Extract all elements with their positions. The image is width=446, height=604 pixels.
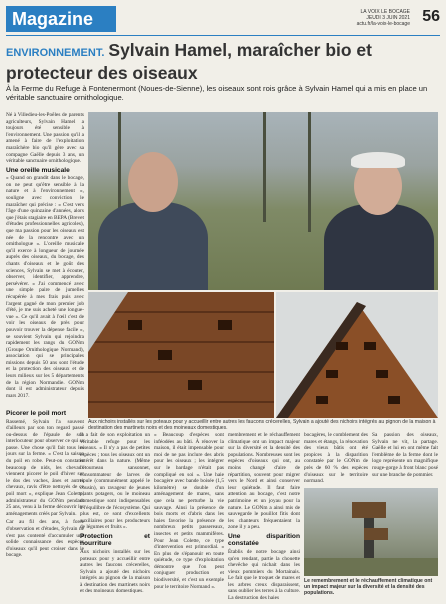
column-2 — [6, 408, 84, 600]
subheading-oreille: Une oreille musicale — [6, 166, 70, 174]
portrait-photo — [88, 112, 438, 290]
body-paragraph: membrement et le réchauffement climatique ont un impact majeur sur la diversité et la densité des populations. Nombreuses sont les espèces d'oiseaux qui ont, au moins changé d'aire de répartition, souvent pour migrer vers le Nord et ainsi conserver leur quiétude. Il faut faire attention au bocage, c'est notre patrimoine et un joyau pour la nature. Le GONm a ainsi mis de sauvegarde le pouillot fitis dont les chanteurs fréquentaient la zone il y a peu. — [228, 432, 300, 531]
article-title: Sylvain Hamel, maraîcher bio et protecteur des oiseaux — [6, 40, 372, 83]
nest-pole-photo — [304, 488, 438, 576]
publication-info — [357, 9, 410, 27]
intro-paragraph: Né à Villedieu-les-Poêles de parents agriculteurs, Sylvain Hamel a toujours été sensible à l'environnement. Une passion qu'il a amené à faire de l'exploitation maraîchère bio qu'il gère avec sa compagne Gaëlle depuis 3 ans, un véritable sanctuaire ornithologique. — [6, 112, 84, 165]
publication-name: LA VOIX LE BOCAGE — [360, 9, 410, 15]
header-rule — [6, 35, 440, 36]
column-7 — [372, 432, 438, 486]
publication-date: JEUDI 3 JUIN 2021 — [366, 15, 410, 21]
article-standfirst: À la Ferme du Refuge à Fontenermont (Noues-de-Sienne), les oiseaux sont rois grâce à Sylvain Hamel qui a mis en place un véritable sanctuaire ornithologique. — [6, 84, 428, 103]
article-kicker: ENVIRONNEMENT. — [6, 47, 105, 59]
article-headline — [6, 40, 440, 83]
column-5 — [228, 432, 300, 600]
body-paragraph: Établis de notre bocage ainsi qu'en rendant, partie la chouette chevêche qui nichait dans les vieux pommiers du Mortainais. Le fait que le troquet de mares et les arbres creux disparaissent, sans oublier les terres à la culture. La destruction des haies — [228, 548, 300, 600]
nest-box-photo-1 — [88, 292, 274, 418]
publication-url: actu.fr/la-voix-le-bocage — [356, 21, 410, 27]
bottom-caption: Le remembrement et le réchauffement climatique ont un impact majeur sur la diversité et la densité des populations. — [304, 578, 433, 597]
person-left-face — [128, 152, 178, 212]
body-paragraph: bocagères, le comblement des mares et étangs, la rénovation des vieux bâtis ont été propices à la disparition constatée par le GONm de près de 60 % des espèces d'oiseaux sur le territoire normand. — [304, 432, 368, 485]
body-paragraph: Aux nichoirs installés sur les poteaux pour y accueillir entre autres les faucons crécerelles, Sylvain a ajouté des nichoirs intégrés au pignon de la maison à destination des martinets noirs et des moineaux domestiques. — [80, 548, 150, 595]
column-1 — [6, 112, 84, 400]
column-4 — [154, 432, 224, 600]
subheading-poil: Picorer le poil mort — [6, 410, 67, 417]
body-paragraph: Rassemé, Sylvain l'a souvent d'ailleurs par son ton regard passé ou-dessus de l'épaule de son interlocuteur pour observer ce qui se passe. Une chose qu'il fait tous les jours sur la ferme. « C'est la saison du poil en robe. Peut-on constater beaucoup de nids, les chevaux viennent picorer le poil d'hiver sur le dos des vaches, ânes et autres chevaux, ravis d'être nettoyés de ce poil mort », explique Jean Colette, administrateur du GONm pendant 25 ans, venu à la ferme découvrir les aménagements créés par Sylvain. — [6, 418, 84, 517]
body-paragraph: Il a fait de son exploitation un véritable refuge pour les oiseaux. « Il n'y a pas de petites espèces ; tous les oiseaux ont un intérêt dans la nature. (Même l'étourneau sansonnet, consommateur de larves de tipule (communément appelé le cousin), un ravageur de jeunes plants potagers, ou le moineau domestique sont indispensables à l'équilibre de l'écosystème. Qui plus est, ce sont d'excellents auxiliaires pour les producteurs de légumes et fruits ». — [80, 432, 150, 531]
nest-box-photo-2 — [276, 292, 438, 418]
photo-caption: Aux nichoirs installés sur les poteaux pour y accueillir entre autres les faucons crécerelles, Sylvain a ajouté des nichoirs intégrés au pignon de la maison à destination des martinets noirs et des moineaux domestiques. — [88, 419, 436, 432]
person-right — [324, 204, 434, 290]
body-paragraph: Car au fil des ans, à force d'observation et d'études, Sylvain ne s'est pas contenté d'accumuler une solide connaissance des espèces d'oiseaux qu'il peut croiser dans le bocage. — [6, 519, 84, 559]
subheading-disparition: Une disparition constatée — [228, 532, 300, 548]
subheading-protection: Protection et nourriture — [80, 532, 150, 548]
body-paragraph: « Quand on grandit dans le bocage, on ne peut qu'être sensible à la nature et à l'environnement », souligne avec conviction le maraîcher qui précise : « C'est vers l'âge d'une quinzaine d'années, alors que j'étais stagiaire en BEPA (Brevet d'études professionnelles agricoles), que ma passion pour les oiseaux est née de la rencontre avec un ornithologue ». L'oreille musicale qu'il exerce à longueur de journée auprès des oiseaux, du bocage, des chants d'oiseaux et le goût des sciences, Sylvain se met à écouter, observer, identifier, apprendre, persévérer. « J'ai commencé avec une simple paire de jumelles récupérée à mes frais puis avec l'argent gagné de mon premier job d'été, je me suis acheté une longue-vue ». Ce qu'il avait à l'œil c'est de voir les oiseaux de près pour pouvoir trouver la dépense facile », se souvient Sylvain qui rejoindra rapidement les rangs du GONm (Groupe Ornithologique Normand), association qui se principales missions depuis 50 ans sont l'étude et la protection des oiseaux et de leurs milieux sur les 5 départements de la région Normandie. GONm dont il est administrateur depuis mars 2017. — [6, 175, 84, 399]
column-6 — [304, 432, 368, 486]
page-number: 56 — [422, 8, 440, 25]
body-paragraph: « Beaucoup d'espèces sont inféodées au bâti. À rénover la maison, il était impensable pour moi de ne pas inclure des abris pour les oiseaux ; les intégrer sur le bardage n'était pas compliqué en soi ». Une haie bocagère avec bande boisée (1,5 kilomètre) se double d'un aménagement de mares, sans que cela ne perturbe la vie sauvage. Ainsi la présence de bois morts et d'abris dans les haies favorise la présence de nombreux petits passereaux, insectes et petits mammifères. Pour Jean Colette, ce type d'intervention est primordial. « En plus de s'épanouir en toute quiétude, ce type d'exploitation démontre que l'on peut conjuguer production et biodiversité, et c'est un exemple pour le territoire Normand ». — [154, 432, 224, 590]
column-3 — [80, 432, 150, 600]
body-paragraph: Sa passion des oiseaux, Sylvain ne vit, la partage. Gaëlle et lui en ont même fait l'emblème de la ferme dont le logo représente un magnifique rouge-gorge à front blanc posé sur une branche de pommier. — [372, 432, 438, 478]
person-left — [98, 202, 208, 290]
section-masthead: Magazine — [6, 6, 116, 32]
